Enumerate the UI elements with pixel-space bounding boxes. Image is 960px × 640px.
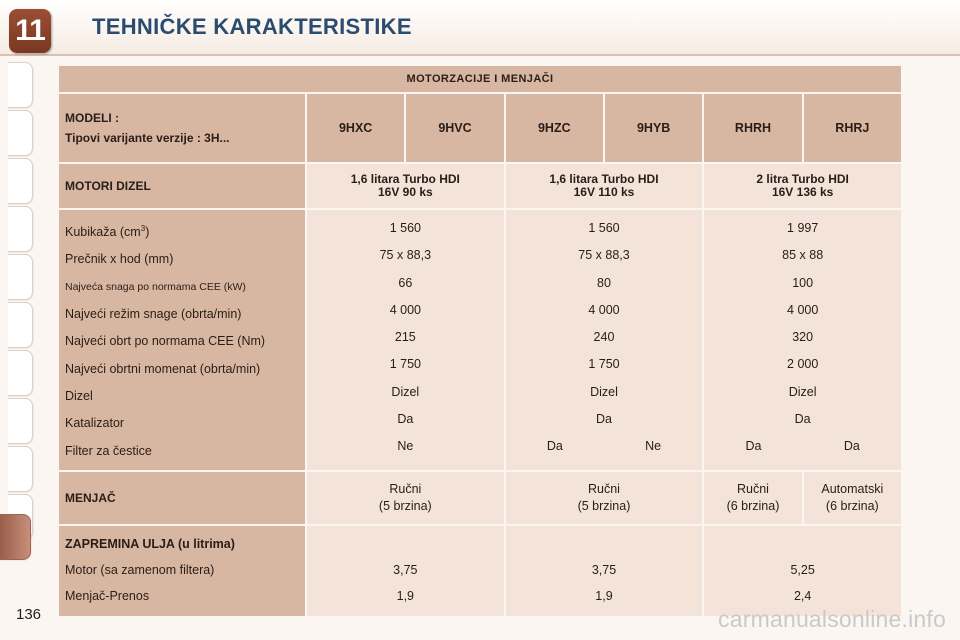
- spec-value: Dizel: [788, 384, 817, 399]
- chapter-tabs: [0, 62, 42, 582]
- spec-labels: [59, 210, 305, 470]
- page-number: 136: [16, 606, 42, 623]
- spec-value: Da: [397, 412, 414, 427]
- chapter-tab-4[interactable]: [8, 206, 33, 252]
- spec-value: 240: [593, 330, 615, 345]
- models-label: [59, 94, 305, 162]
- page-header: [0, 0, 960, 56]
- oil-value: 2,4: [793, 588, 812, 603]
- spec-value: 1 560: [389, 221, 421, 235]
- spec-label-fuel: Dizel: [65, 388, 93, 403]
- spec-value: 100: [792, 275, 814, 290]
- spec-value: Ne: [645, 439, 662, 454]
- spec-value: 320: [792, 330, 814, 345]
- model-code: 9HVC: [406, 94, 503, 162]
- oil-capacity-row: [59, 526, 901, 616]
- spec-value: 80: [597, 275, 611, 290]
- spec-values-engine-3: [704, 210, 901, 470]
- chapter-tab-2[interactable]: [8, 110, 33, 156]
- oil-label-gearbox: Menjač-Prenos: [65, 588, 150, 603]
- section-title: MOTORZACIJE I MENJAČI: [59, 66, 901, 92]
- engine-power: 16V 90 ks: [377, 185, 433, 199]
- chapter-tab-11-active[interactable]: [0, 514, 31, 560]
- spec-value: Ne: [397, 439, 414, 454]
- oil-values-engine-3: [704, 526, 901, 616]
- spec-values-engine-2: [506, 210, 703, 470]
- specs-row: [59, 210, 901, 470]
- model-code: RHRJ: [804, 94, 901, 162]
- oil-capacity-title: ZAPREMINA ULJA (u litrima): [65, 536, 235, 551]
- chapter-tab-1[interactable]: [8, 62, 33, 108]
- spec-value: 1 750: [588, 357, 620, 372]
- spec-value-split: [704, 433, 901, 460]
- spec-label-displacement: Kubikaža $(cm^3)$: [65, 224, 150, 240]
- gearbox-cell: [704, 472, 801, 524]
- spec-value: Dizel: [590, 384, 618, 399]
- spec-label-max-power: Najveća snaga po normama CEE (kW): [65, 280, 246, 293]
- oil-label-engine: Motor (sa zamenom filtera): [65, 562, 215, 577]
- watermark: carmanualsonline.info: [718, 606, 946, 632]
- gearbox-speeds: (6 brzina): [726, 498, 780, 513]
- section-title-row: [59, 66, 901, 92]
- spec-value: 2 000: [787, 357, 819, 372]
- spec-value: 215: [394, 330, 416, 345]
- spec-label-bore-stroke: Prečnik x hod (mm): [65, 252, 174, 267]
- gearbox-speeds: (6 brzina): [825, 498, 879, 513]
- gearbox-cell: [506, 472, 703, 524]
- spec-value: 4 000: [389, 302, 421, 317]
- engines-row: [59, 164, 901, 208]
- engine-power: 16V 136 ks: [771, 185, 834, 199]
- engine-power: 16V 110 ks: [573, 185, 635, 199]
- spec-value: 75 x 88,3: [379, 248, 432, 263]
- spec-value: 4 000: [787, 302, 819, 317]
- chapter-tab-9[interactable]: [8, 446, 33, 492]
- spec-label-max-power-rpm: Najveći režim snage (obrta/min): [65, 307, 242, 322]
- oil-values-engine-2: [506, 526, 703, 616]
- spec-value: 1 750: [389, 357, 421, 372]
- spec-value: 4 000: [588, 302, 620, 317]
- models-row: [59, 94, 901, 162]
- gearbox-row: [59, 472, 901, 524]
- spec-value: Da: [745, 439, 762, 454]
- oil-value: 3,75: [591, 562, 617, 577]
- oil-values-engine-1: [307, 526, 504, 616]
- oil-value: 1,9: [595, 588, 613, 603]
- spec-value: Da: [595, 412, 612, 427]
- spec-value: Da: [546, 439, 563, 454]
- spec-value: 1 997: [787, 221, 819, 235]
- chapter-tab-8[interactable]: [8, 398, 33, 444]
- gearbox-speeds: (5 brzina): [378, 498, 432, 513]
- models-label-line-1: MODELI :: [65, 111, 119, 125]
- spec-value: 66: [398, 275, 413, 290]
- spec-value: Da: [843, 439, 860, 454]
- engine-cell: [704, 164, 901, 208]
- oil-value: 1,9: [396, 588, 415, 603]
- spec-label-max-torque-rpm: Najveći obrtni momenat (obrta/min): [65, 361, 261, 376]
- oil-labels: [59, 526, 305, 616]
- specifications-table: [57, 64, 903, 618]
- gearbox-type: Ručni: [736, 481, 769, 496]
- engine-cell: [307, 164, 504, 208]
- gearbox-type: Ručni: [588, 481, 620, 496]
- engine-name: 2 litra Turbo HDI: [756, 172, 849, 186]
- chapter-tab-7[interactable]: [8, 350, 33, 396]
- chapter-number-badge: 11: [9, 9, 51, 53]
- spec-value-split: [506, 433, 703, 460]
- spec-value: 85 x 88: [782, 248, 824, 263]
- engine-cell: [506, 164, 703, 208]
- model-code: 9HYB: [605, 94, 702, 162]
- oil-value: 5,25: [790, 562, 815, 577]
- gearbox-speeds: (5 brzina): [577, 498, 631, 513]
- spec-value: 1 560: [588, 221, 620, 235]
- gearbox-type: Automatski: [821, 481, 884, 496]
- chapter-tab-3[interactable]: [8, 158, 33, 204]
- chapter-tab-6[interactable]: [8, 302, 33, 348]
- model-code: RHRH: [704, 94, 801, 162]
- spec-value: 75 x 88,3: [578, 248, 630, 263]
- spec-value: Da: [794, 412, 811, 427]
- models-label-line-2: Tipovi varijante verzije : 3H...: [65, 131, 230, 145]
- spec-value: Dizel: [391, 384, 420, 399]
- model-code: 9HXC: [307, 94, 404, 162]
- model-code: 9HZC: [506, 94, 603, 162]
- gearbox-cell: [804, 472, 901, 524]
- spec-values-engine-1: [307, 210, 504, 470]
- gearbox-cell: [307, 472, 504, 524]
- engines-label: MOTORI DIZEL: [59, 164, 305, 208]
- engine-name: 1,6 litara Turbo HDI: [350, 172, 460, 186]
- engine-name: 1,6 litara Turbo HDI: [549, 172, 659, 186]
- spec-label-max-torque: Najveći obrt po normama CEE (Nm): [65, 334, 266, 349]
- page-title: TEHNIČKE KARAKTERISTIKE: [92, 14, 412, 39]
- oil-value: 3,75: [393, 562, 418, 577]
- gearbox-type: Ručni: [389, 481, 422, 496]
- gearbox-label: MENJAČ: [59, 472, 305, 524]
- spec-label-catalyst: Katalizator: [65, 416, 125, 431]
- spec-label-particle-filter: Filter za čestice: [65, 443, 152, 458]
- chapter-tab-5[interactable]: [8, 254, 33, 300]
